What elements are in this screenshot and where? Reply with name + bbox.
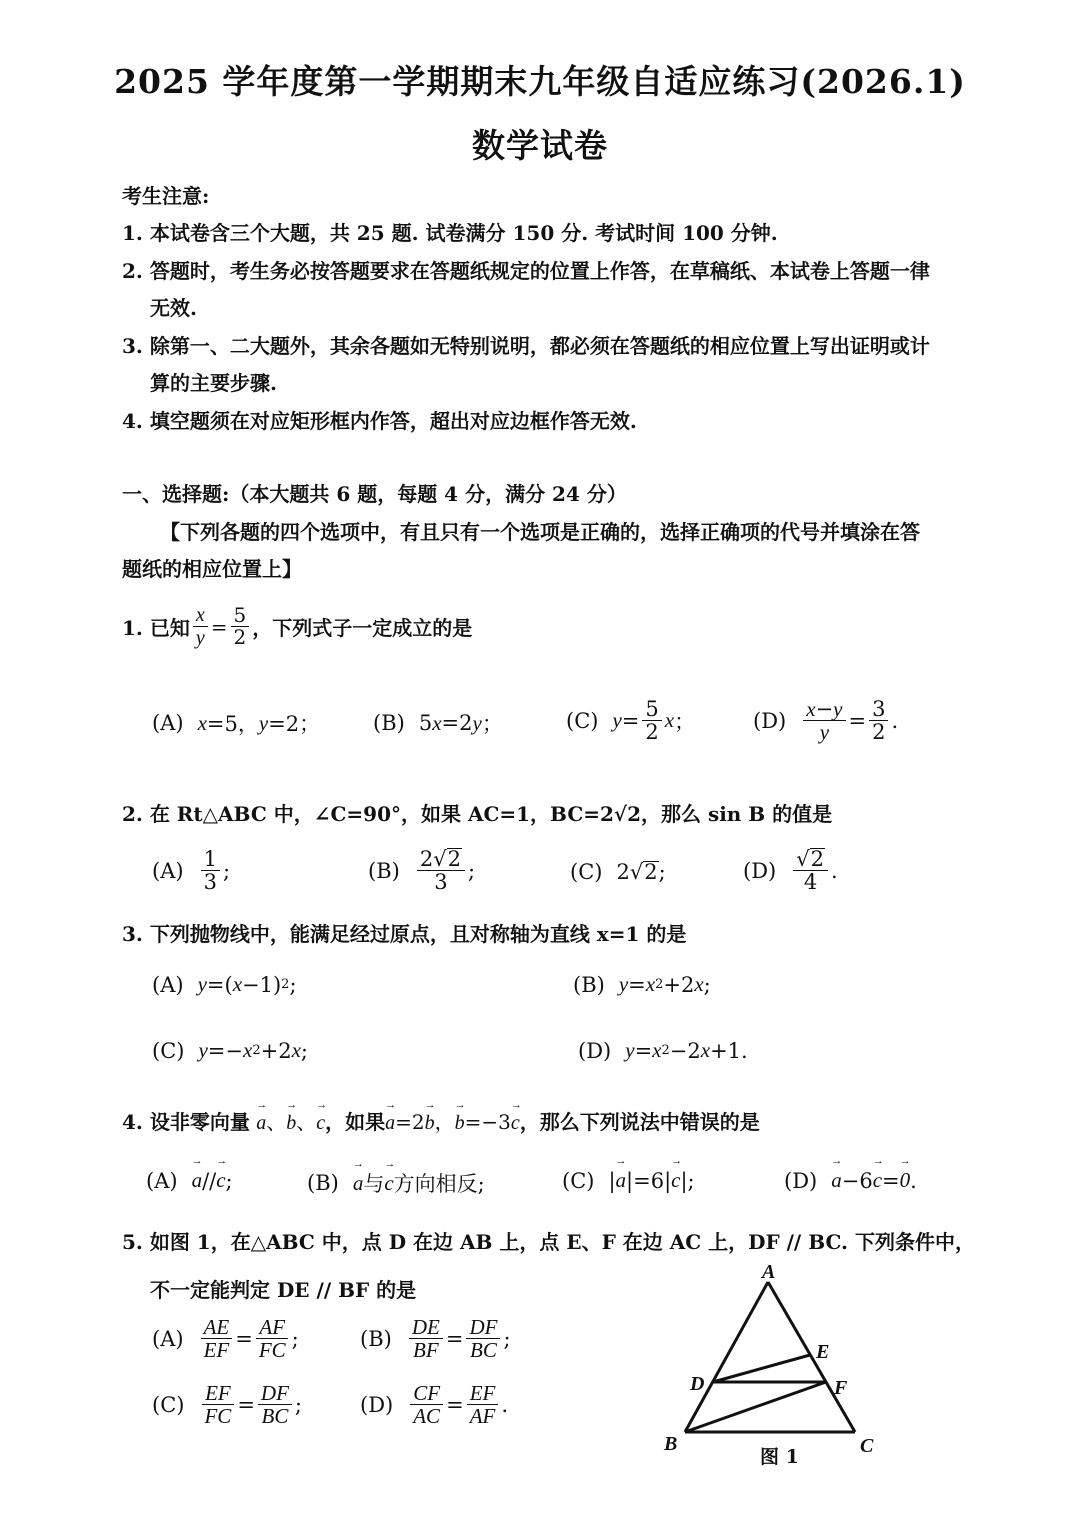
exam-subtitle: 数学试卷 [472, 126, 608, 165]
point-f-label: F [834, 1377, 848, 1399]
point-a-label: A [762, 1261, 776, 1283]
q1-fraction-xy: $\frac{x}{y}$ [193, 604, 208, 649]
section-1-heading: 一、选择题:（本大题共 6 题，每题 4 分，满分 24 分） [122, 482, 627, 506]
question-1-tail: ，下列式子一定成立的是 [252, 616, 473, 640]
note-item-3-cont: 算的主要步骤. [150, 371, 277, 395]
question-1: 1. 已知 $\frac{x}{y}$ = $\frac{5}{2}$ ，下列式子一定成立的是 [122, 603, 473, 649]
q5-option-a: (A) $\frac{AE}{EF}$ = $\frac{AF}{FC}$ ; [152, 1315, 299, 1363]
notes-heading: 考生注意: [122, 184, 210, 208]
q2-option-c: (C) 2√ 2 ; [570, 860, 666, 884]
q3-option-a: (A) y =( x −1) 2 ; [152, 972, 297, 997]
q1-option-b: (B) 5 x =2 y ； [373, 710, 503, 736]
question-4: 4. 设非零向量 → a、→ b、→ c ，如果 → a=2→ b，→ b=−3→ c ，那么下列说法中错误的是 [122, 1106, 760, 1135]
q4-option-d: (D) → a −6 → c = → 0 . [784, 1168, 917, 1193]
note-item-1: 1. 本试卷含三个大题，共 25 题. 试卷满分 150 分. 考试时间 100 分钟. [122, 221, 778, 245]
q1-option-d: (D) $\frac{x-y}{y}$ = $\frac{3}{2}$ . [753, 697, 899, 745]
q4-option-b-tail: 方向相反; [393, 1172, 485, 1196]
q4-option-b-text: 与 [363, 1172, 385, 1196]
question-4-mid: ，如果 [325, 1110, 386, 1134]
section-1-instruction-cont: 题纸的相应位置上】 [122, 557, 302, 581]
point-b-label: B [664, 1433, 678, 1455]
q1-option-c: (C) y = $\frac{5}{2}$ x ； [566, 697, 696, 745]
q2-option-a: (A) $\frac{1}{3}$ ; [152, 847, 231, 895]
q4-option-c: (C) | → a |=6| → c |; [562, 1168, 695, 1193]
q4-option-a: (A) → a // → c ; [146, 1168, 233, 1193]
question-4-lead: 4. 设非零向量 [122, 1110, 250, 1134]
question-2: 2. 在 Rt△ABC 中，∠C=90°，如果 AC=1，BC=2√2，那么 sin B 的值是 [122, 802, 833, 826]
q2-option-b: (B) $\frac{2√2}{3}$ ; [368, 847, 476, 895]
point-d-label: D [690, 1373, 705, 1395]
figure-1-caption: 图 1 [760, 1446, 799, 1468]
q2-option-d: (D) $\frac{√2}{4}$ . [743, 847, 838, 895]
q3-option-d: (D) y = x 2 −2 x +1. [578, 1038, 748, 1063]
note-item-4: 4. 填空题须在对应矩形框内作答，超出对应边框作答无效. [122, 409, 637, 433]
note-item-2-cont: 无效. [150, 296, 197, 320]
question-1-lead: 1. 已知 [122, 616, 190, 640]
q3-option-c: (C) y =− x 2 +2 x ; [152, 1038, 308, 1063]
question-3: 3. 下列抛物线中，能满足经过原点，且对称轴为直线 x=1 的是 [122, 922, 687, 946]
note-item-3: 3. 除第一、二大题外，其余各题如无特别说明，都必须在答题纸的相应位置上写出证明或计 [122, 334, 930, 358]
q4-option-b: (B) → a 与 → c 方向相反; [307, 1168, 485, 1198]
point-e-label: E [816, 1341, 830, 1363]
side-ac [768, 1282, 855, 1432]
note-item-2: 2. 答题时，考生务必按答题要求在答题纸规定的位置上作答，在草稿纸、本试卷上答题一律 [122, 259, 930, 283]
point-c-label: C [860, 1435, 874, 1457]
question-5-cont: 不一定能判定 DE // BF 的是 [150, 1278, 417, 1302]
q5-option-b: (B) $\frac{DE}{BF}$ = $\frac{DF}{BC}$ ; [360, 1315, 511, 1363]
section-1-instruction: 【下列各题的四个选项中，有且只有一个选项是正确的，选择正确项的代号并填涂在答 [160, 520, 920, 544]
q5-option-d: (D) $\frac{CF}{AC}$ = $\frac{EF}{AF}$ . [360, 1381, 509, 1429]
question-4-tail: ，那么下列说法中错误的是 [519, 1110, 760, 1134]
exam-title: 2025 学年度第一学期期末九年级自适应练习(2026.1) [114, 62, 966, 101]
question-5: 5. 如图 1，在△ABC 中，点 D 在边 AB 上，点 E、F 在边 AC 上，DF // BC. 下列条件中， [122, 1230, 975, 1254]
q1-option-a: (A) x =5， y =2； [152, 710, 321, 736]
q1-fraction-52: $\frac{5}{2}$ [231, 605, 250, 648]
segment-bf [685, 1382, 826, 1432]
side-ab [685, 1282, 768, 1432]
q3-option-b: (B) y = x 2 +2 x ; [573, 972, 711, 997]
q5-option-c: (C) $\frac{EF}{FC}$ = $\frac{DF}{BC}$ ; [152, 1381, 302, 1429]
segment-de [713, 1355, 810, 1382]
